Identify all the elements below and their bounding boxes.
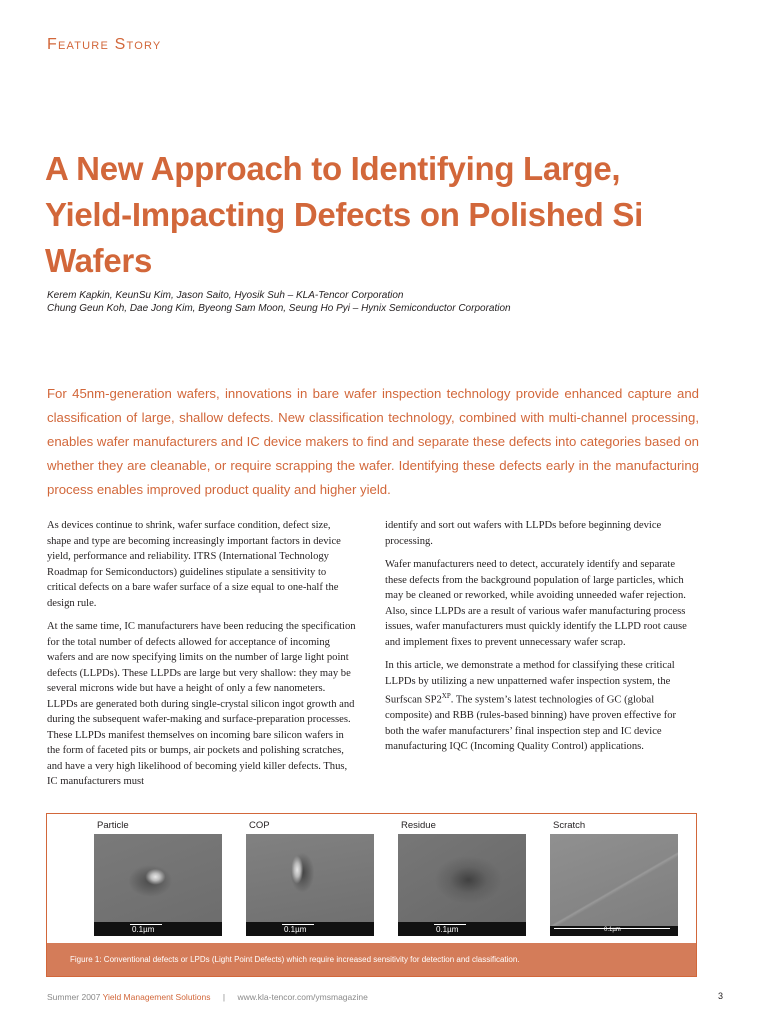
panel-label: COP	[249, 820, 270, 831]
scale-bar	[398, 922, 526, 936]
body-column-left	[47, 518, 357, 798]
figure-1	[46, 813, 697, 977]
scale-bar	[550, 926, 678, 936]
body-paragraph: Wafer manufacturers need to detect, accurately identify and separate these defects from the background population of large particles, which may be cleaned or reworked, while avoiding unneeded wafer rejection. Also, since LLPDs are a result of various wafer manufacturing process issues, wafer manufacturers must quickly identify the LLPD root cause and implement fixes to prevent unnecessary wafer scrap.	[385, 559, 687, 648]
footer-issue: Summer 2007	[47, 992, 101, 1002]
footer-url[interactable]: www.kla-tencor.com/ymsmagazine	[237, 992, 368, 1002]
abstract: For 45nm-generation wafers, innovations in bare wafer inspection technology provide enhanced capture and classification of large, shallow defects. New classification technology, combined with multi-channel processing, enables wafer manufacturers and IC device makers to find and separate these defects into categories based on whether they are cleanable, or require scrapping the wafer. Identifying these defects early in the manufacturing process enables improved product quality and higher yield.	[47, 386, 699, 497]
surfscan-superscript: XP	[441, 692, 451, 700]
scale-label: 0.1µm	[132, 925, 155, 934]
footer-publication: Yield Management Solutions	[102, 992, 211, 1002]
panel-label: Particle	[97, 820, 129, 831]
surfscan-text-after: . The system’s latest technologies of GC (global composite) and RBB (rules-based binning) have proven effective for both the wafer manufacturers’ final inspection step and IC device manufacturing IQC (Incoming Quality Control) applications.	[385, 694, 677, 753]
scale-label: 0.1µm	[284, 925, 307, 934]
scale-bar	[246, 922, 374, 936]
sem-image-particle	[94, 834, 222, 936]
scale-label: 0.1µm	[604, 927, 621, 933]
body-paragraph: identify and sort out wafers with LLPDs before beginning device processing.	[385, 520, 662, 547]
scale-bar	[94, 922, 222, 936]
author-line-kla-tencor: Kerem Kapkin, KeunSu Kim, Jason Saito, Hyosik Suh – KLA-Tencor Corporation	[47, 290, 404, 301]
figure-panel-scratch	[550, 818, 678, 936]
sem-image-residue	[398, 834, 526, 936]
figure-caption: Figure 1: Conventional defects or LPDs (Light Point Defects) which require increased sensitivity for detection and classification.	[47, 943, 696, 976]
body-column-right	[385, 518, 695, 763]
footer-separator: |	[222, 992, 226, 1002]
author-line-hynix: Chung Geun Koh, Dae Jong Kim, Byeong Sam Moon, Seung Ho Pyi – Hynix Semiconductor Corporation	[47, 303, 511, 314]
body-paragraph-surfscan	[385, 658, 695, 755]
page-footer	[47, 992, 727, 1002]
panel-label: Scratch	[553, 820, 586, 831]
section-kicker: Feature Story	[47, 36, 162, 53]
sem-image-cop	[246, 834, 374, 936]
page-number: 3	[718, 991, 724, 1001]
figure-panel-residue	[398, 818, 526, 936]
figure-panel-particle	[94, 818, 222, 936]
body-paragraph: As devices continue to shrink, wafer surface condition, defect size, shape and type are becoming increasingly important factors in device yield, performance and reliability. ITRS (International Technology Roadmap for Semiconductors) guidelines stipulate a sensitivity to critical defects on a bare wafer surface of a size equal to one-half the design rule.	[47, 520, 341, 609]
body-paragraph: At the same time, IC manufacturers have been reducing the specification for the total number of defects allowed for acceptance of incoming wafers and are now specifying limits on the number of large light point defects (LLPDs). These LLPDs are large but very shallow: they may be several microns wide but have a height of only a few nanometers. LLPDs are generated both during single-crystal silicon ingot growth and during the subsequent wafer-making and surface-preparation processes. These LLPDs manifest themselves on incoming bare silicon wafers in the form of faceted pits or bumps, air pockets and polishing scratches, and have a very high likelihood of becoming yield killer defects. Thus, IC manufacturers must	[47, 621, 356, 787]
figure-panel-cop	[246, 818, 374, 936]
article-title: A New Approach to Identifying Large, Yield-Impacting Defects on Polished Si Wafers	[45, 150, 643, 279]
panel-label: Residue	[401, 820, 436, 831]
sem-image-scratch	[550, 834, 678, 936]
surfscan-text-before: In this article, we demonstrate a method for classifying these critical LLPDs by utilizing a new unpatterned wafer inspection system, the Surfscan SP2	[385, 660, 675, 706]
scale-label: 0.1µm	[436, 925, 459, 934]
author-list	[47, 289, 727, 315]
